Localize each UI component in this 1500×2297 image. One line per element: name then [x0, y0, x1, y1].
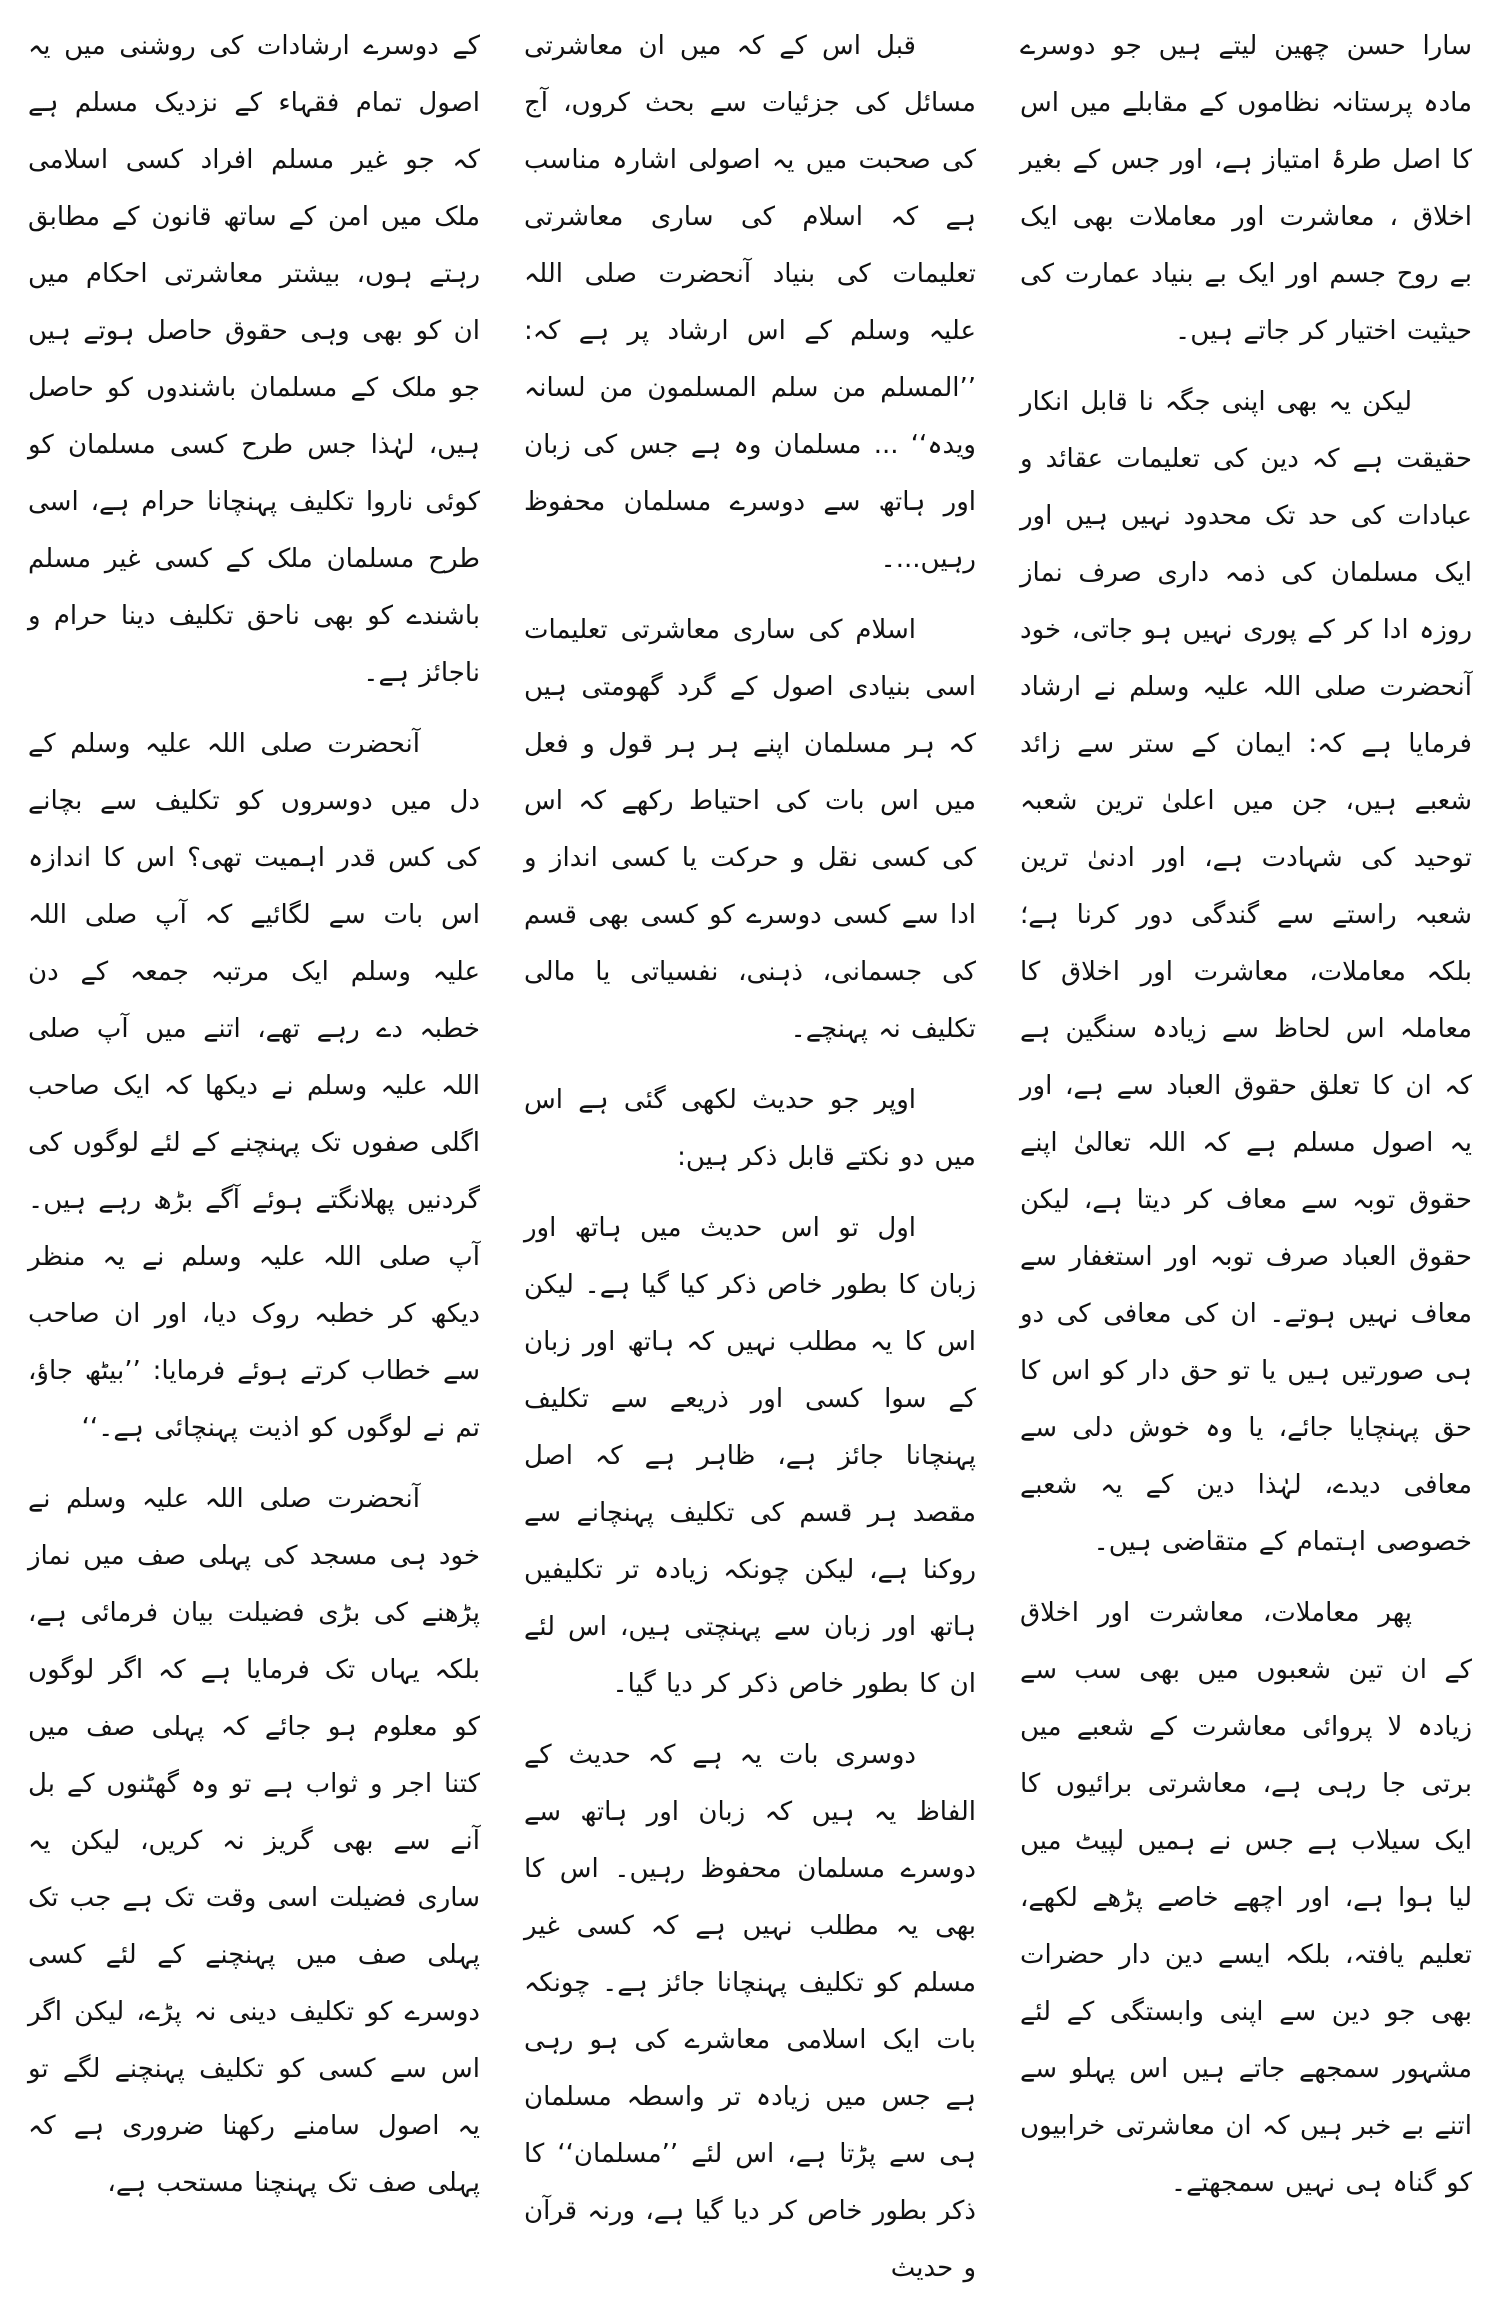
paragraph: لیکن یہ بھی اپنی جگہ نا قابل انکار حقیقت ہے کہ دین کی تعلیمات عقائد و عبادات کی حد تک محدود نہیں ہیں اور ایک مسلمان کی ذمہ داری صرف نماز روزہ ادا کر کے پوری نہیں ہو جاتی، خود آنحضرت صلی اللہ علیہ وسلم نے ارشاد فرمایا ہے کہ: ایمان کے ستر سے زائد شعبے ہیں، جن میں اعلیٰ ترین شعبہ توحید کی شہادت ہے، اور ادنیٰ ترین شعبہ راستے سے گندگی دور کرنا ہے؛ بلکہ معاملات، معاشرت اور اخلاق کا معاملہ اس لحاظ سے زیادہ سنگین ہے کہ ان کا تعلق حقوق العباد سے ہے، اور یہ اصول مسلم ہے کہ اللہ تعالیٰ اپنے حقوق توبہ سے معاف کر دیتا ہے، لیکن حقوق العباد صرف توبہ اور استغفار سے معاف نہیں ہوتے۔ ان کی معافی کی دو ہی صورتیں ہیں یا تو حق دار کو اس کا حق پہنچایا جائے، یا وہ خوش دلی سے معافی دیدے، لہٰذا دین کے یہ شعبے خصوصی اہتمام کے متقاضی ہیں۔: [1020, 387, 1472, 1557]
paragraph: سارا حسن چھین لیتے ہیں جو دوسرے مادہ پرستانہ نظاموں کے مقابلے میں اس کا اصل طرۂ امتیاز ہے، اور جس کے بغیر اخلاق ، معاشرت اور معاملات بھی ایک بے روح جسم اور ایک بے بنیاد عمارت کی حیثیت اختیار کر جاتے ہیں۔: [1020, 31, 1472, 346]
paragraph: اوپر جو حدیث لکھی گئی ہے اس میں دو نکتے قابل ذکر ہیں:: [524, 1085, 976, 1172]
column-left: [28, 18, 480, 2198]
paragraph: دوسری بات یہ ہے کہ حدیث کے الفاظ یہ ہیں کہ زبان اور ہاتھ سے دوسرے مسلمان محفوظ رہیں۔ اس کا بھی یہ مطلب نہیں ہے کہ کسی غیر مسلم کو تکلیف پہنچانا جائز ہے۔ چونکہ بات ایک اسلامی معاشرے کی ہو رہی ہے جس میں زیادہ تر واسطہ مسلمان ہی سے پڑتا ہے، اس لئے ’’مسلمان‘‘ کا ذکر بطور خاص کر دیا گیا ہے، ورنہ قرآن و حدیث: [524, 1740, 976, 2283]
paragraph: اسلام کی ساری معاشرتی تعلیمات اسی بنیادی اصول کے گرد گھومتی ہیں کہ ہر مسلمان اپنے ہر ہر قول و فعل میں اس بات کی احتیاط رکھے کہ اس کی کسی نقل و حرکت یا کسی انداز و ادا سے کسی دوسرے کو کسی بھی قسم کی جسمانی، ذہنی، نفسیاتی یا مالی تکلیف نہ پہنچے۔: [524, 615, 976, 1044]
paragraph: اول تو اس حدیث میں ہاتھ اور زبان کا بطور خاص ذکر کیا گیا ہے۔ لیکن اس کا یہ مطلب نہیں کہ ہاتھ اور زبان کے سوا کسی اور ذریعے سے تکلیف پہنچانا جائز ہے، ظاہر ہے کہ اصل مقصد ہر قسم کی تکلیف پہنچانے سے روکنا ہے، لیکن چونکہ زیادہ تر تکلیفیں ہاتھ اور زبان سے پہنچتی ہیں، اس لئے ان کا بطور خاص ذکر کر دیا گیا۔: [524, 1213, 976, 1699]
paragraph: آنحضرت صلی اللہ علیہ وسلم نے خود ہی مسجد کی پہلی صف میں نماز پڑھنے کی بڑی فضیلت بیان فرمائی ہے، بلکہ یہاں تک فرمایا ہے کہ اگر لوگوں کو معلوم ہو جائے کہ پہلی صف میں کتنا اجر و ثواب ہے تو وہ گھٹنوں کے بل آنے سے بھی گریز نہ کریں، لیکن یہ ساری فضیلت اسی وقت تک ہے جب تک پہلی صف میں پہنچنے کے لئے کسی دوسرے کو تکلیف دینی نہ پڑے، لیکن اگر اس سے کسی کو تکلیف پہنچنے لگے تو یہ اصول سامنے رکھنا ضروری ہے کہ پہلی صف تک پہنچنا مستحب ہے،: [28, 1484, 480, 2198]
paragraph: قبل اس کے کہ میں ان معاشرتی مسائل کی جزئیات سے بحث کروں، آج کی صحبت میں یہ اصولی اشارہ مناسب ہے کہ اسلام کی ساری معاشرتی تعلیمات کی بنیاد آنحضرت صلی اللہ علیہ وسلم کے اس ارشاد پر ہے کہ: ’’المسلم من سلم المسلمون من لسانہ ویدہ‘‘ ... مسلمان وہ ہے جس کی زبان اور ہاتھ سے دوسرے مسلمان محفوظ رہیں...۔: [524, 31, 976, 574]
paragraph: پھر معاملات، معاشرت اور اخلاق کے ان تین شعبوں میں بھی سب سے زیادہ لا پروائی معاشرت کے شعبے میں برتی جا رہی ہے، معاشرتی برائیوں کا ایک سیلاب ہے جس نے ہمیں لپیٹ میں لیا ہوا ہے، اور اچھے خاصے پڑھے لکھے، تعلیم یافتہ، بلکہ ایسے دین دار حضرات بھی جو دین سے اپنی وابستگی کے لئے مشہور سمجھے جاتے ہیں اس پہلو سے اتنے بے خبر ہیں کہ ان معاشرتی خرابیوں کو گناہ ہی نہیں سمجھتے۔: [1020, 1598, 1472, 2198]
paragraph: آنحضرت صلی اللہ علیہ وسلم کے دل میں دوسروں کو تکلیف سے بچانے کی کس قدر اہمیت تھی؟ اس کا اندازہ اس بات سے لگائیے کہ آپ صلی اللہ علیہ وسلم ایک مرتبہ جمعہ کے دن خطبہ دے رہے تھے، اتنے میں آپ صلی اللہ علیہ وسلم نے دیکھا کہ ایک صاحب اگلی صفوں تک پہنچنے کے لئے لوگوں کی گردنیں پھلانگتے ہوئے آگے بڑھ رہے ہیں۔ آپ صلی اللہ علیہ وسلم نے یہ منظر دیکھ کر خطبہ روک دیا، اور ان صاحب سے خطاب کرتے ہوئے فرمایا: ’’بیٹھ جاؤ، تم نے لوگوں کو اذیت پہنچائی ہے۔‘‘: [28, 729, 480, 1443]
column-right: [1020, 18, 1472, 2198]
newspaper-page: [28, 18, 1472, 2283]
paragraph: کے دوسرے ارشادات کی روشنی میں یہ اصول تمام فقہاء کے نزدیک مسلم ہے کہ جو غیر مسلم افراد کسی اسلامی ملک میں امن کے ساتھ قانون کے مطابق رہتے ہوں، بیشتر معاشرتی احکام میں ان کو بھی وہی حقوق حاصل ہوتے ہیں جو ملک کے مسلمان باشندوں کو حاصل ہیں، لہٰذا جس طرح کسی مسلمان کو کوئی ناروا تکلیف پہنچانا حرام ہے، اسی طرح مسلمان ملک کے کسی غیر مسلم باشندے کو بھی ناحق تکلیف دینا حرام و ناجائز ہے۔: [28, 31, 480, 688]
column-middle: [524, 18, 976, 2283]
